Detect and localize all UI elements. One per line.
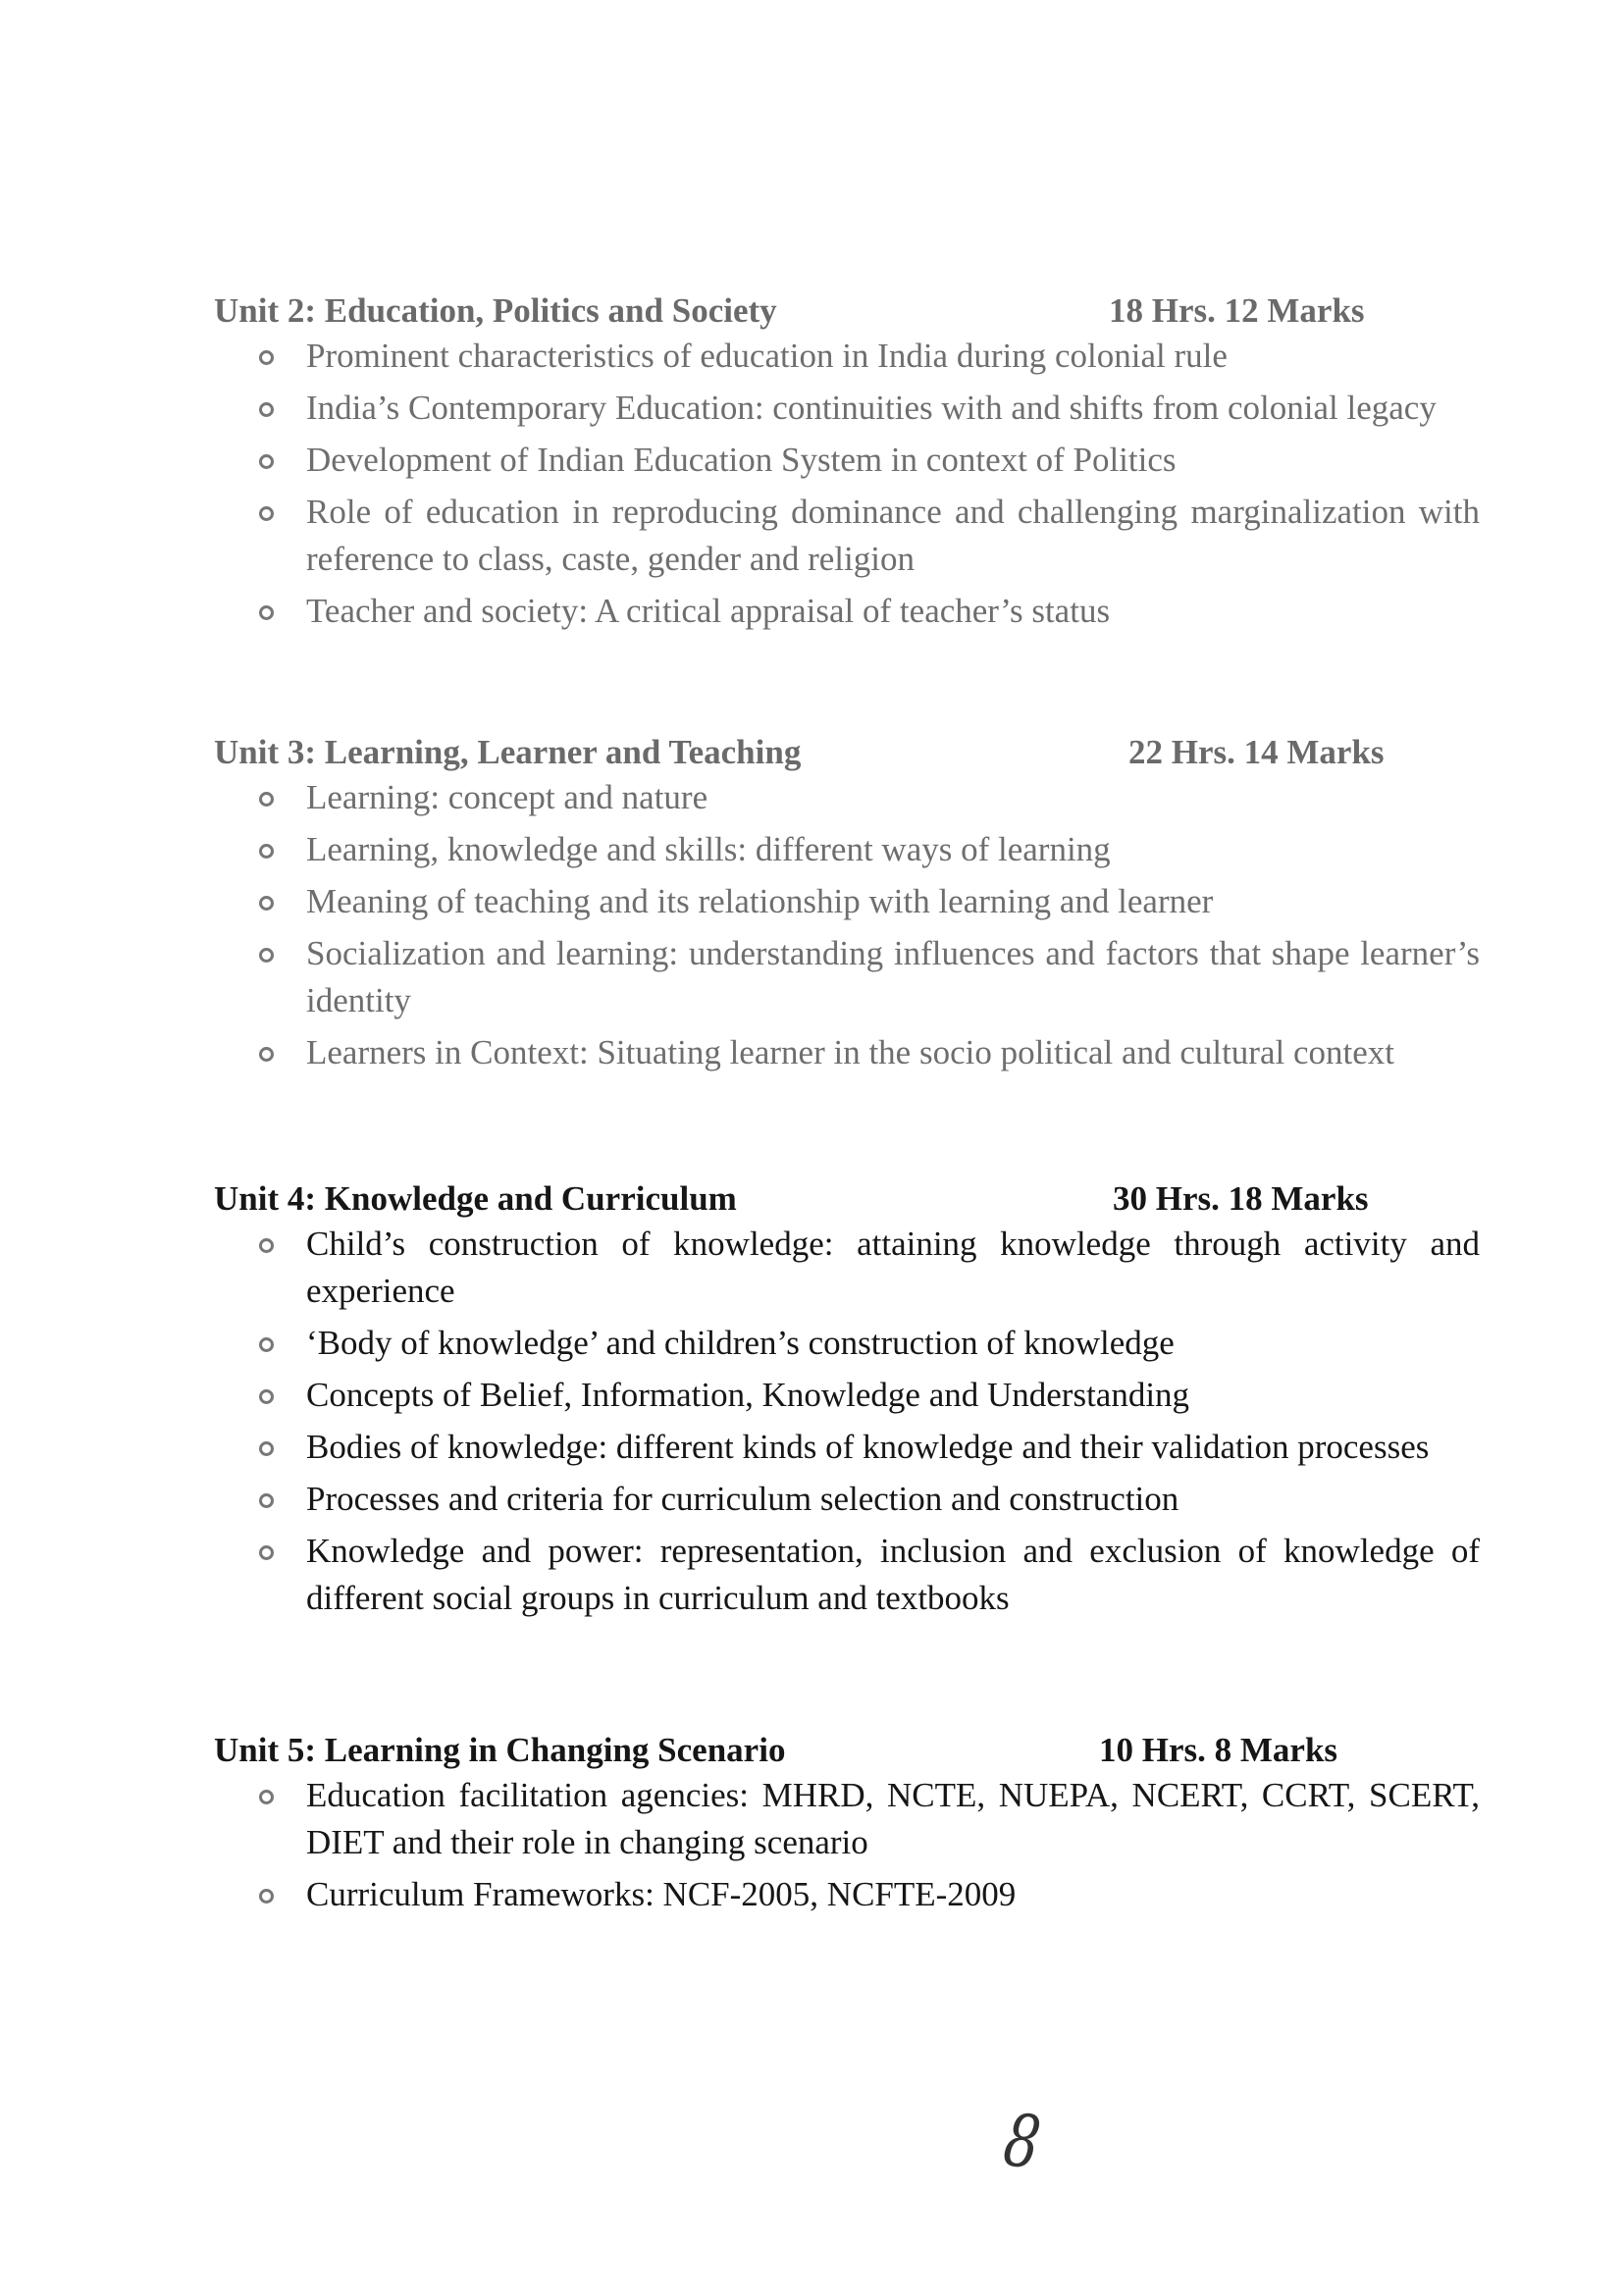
unit-2-topic-4: Role of education in reproducing dominance and challenging marginalization with reference to class, caste, gender and religion — [214, 489, 1480, 583]
unit-3-topic-3: Meaning of teaching and its relationship with learning and learner — [214, 878, 1480, 925]
unit-5-hours-marks: 10 Hrs. 8 Marks — [1099, 1731, 1338, 1769]
unit-2-topic-1: Prominent characteristics of education in India during colonial rule — [214, 333, 1480, 380]
handwritten-page-number: 8 — [999, 2097, 1046, 2187]
unit-4-topic-4: Bodies of knowledge: different kinds of knowledge and their validation processes — [214, 1424, 1480, 1471]
unit-4-topic-3: Concepts of Belief, Information, Knowledge and Understanding — [214, 1372, 1480, 1419]
unit-3-topic-list — [214, 774, 1480, 1076]
unit-4-header — [214, 1177, 1480, 1221]
unit-4-title: Unit 4: Knowledge and Curriculum — [214, 1179, 737, 1218]
unit-4-hours-marks: 30 Hrs. 18 Marks — [1113, 1179, 1369, 1218]
unit-3-hours-marks: 22 Hrs. 14 Marks — [1128, 733, 1385, 771]
unit-3-title: Unit 3: Learning, Learner and Teaching — [214, 733, 802, 771]
unit-3-topic-4: Socialization and learning: understanding influences and factors that shape learner’s identity — [214, 930, 1480, 1024]
unit-4-section — [214, 1177, 1480, 1627]
unit-2-topic-5: Teacher and society: A critical appraisal of teacher’s status — [214, 588, 1480, 635]
unit-2-title: Unit 2: Education, Politics and Society — [214, 291, 777, 330]
unit-3-topic-2: Learning, knowledge and skills: different ways of learning — [214, 826, 1480, 873]
unit-3-topic-1: Learning: concept and nature — [214, 774, 1480, 821]
unit-2-topic-list — [214, 333, 1480, 635]
unit-4-topic-5: Processes and criteria for curriculum selection and construction — [214, 1476, 1480, 1523]
unit-5-title: Unit 5: Learning in Changing Scenario — [214, 1731, 786, 1769]
unit-3-section — [214, 731, 1480, 1081]
unit-4-topic-6: Knowledge and power: representation, inclusion and exclusion of knowledge of different social groups in curriculum and textbooks — [214, 1528, 1480, 1622]
unit-3-header — [214, 731, 1480, 774]
unit-2-hours-marks: 18 Hrs. 12 Marks — [1109, 291, 1365, 330]
unit-4-topic-list — [214, 1221, 1480, 1622]
unit-2-header — [214, 289, 1480, 333]
unit-2-topic-3: Development of Indian Education System in context of Politics — [214, 437, 1480, 484]
unit-5-topic-1: Education facilitation agencies: MHRD, NCTE, NUEPA, NCERT, CCRT, SCERT, DIET and their role in changing scenario — [214, 1772, 1480, 1866]
unit-5-topic-2: Curriculum Frameworks: NCF-2005, NCFTE-2009 — [214, 1871, 1480, 1918]
unit-4-topic-2: ‘Body of knowledge’ and children’s construction of knowledge — [214, 1320, 1480, 1367]
unit-5-header — [214, 1729, 1480, 1772]
unit-2-topic-2: India’s Contemporary Education: continuities with and shifts from colonial legacy — [214, 385, 1480, 432]
unit-3-topic-5: Learners in Context: Situating learner in the socio political and cultural context — [214, 1029, 1480, 1076]
unit-5-section — [214, 1729, 1480, 1923]
unit-4-topic-1: Child’s construction of knowledge: attaining knowledge through activity and experience — [214, 1221, 1480, 1315]
unit-2-section — [214, 289, 1480, 640]
unit-5-topic-list — [214, 1772, 1480, 1918]
